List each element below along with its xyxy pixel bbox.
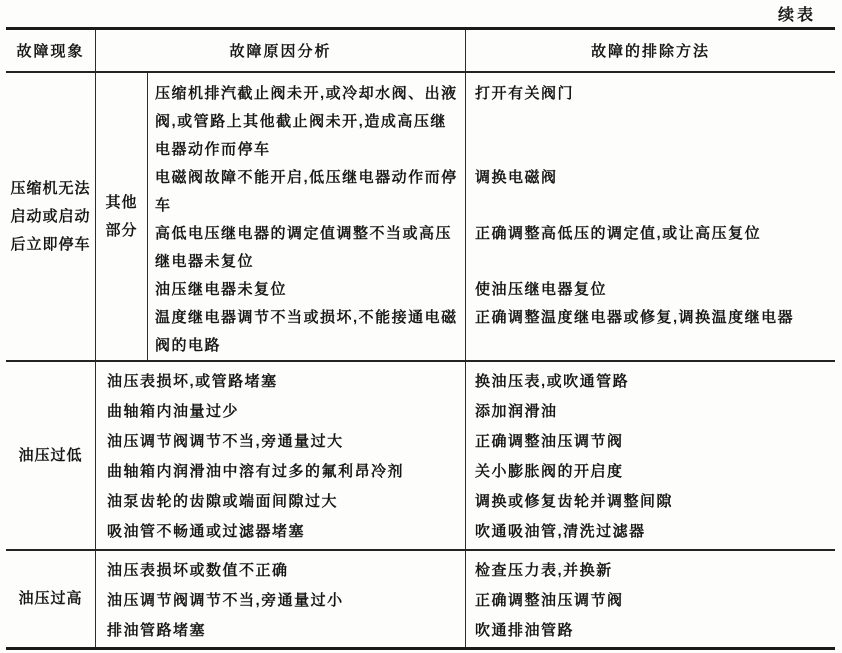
remedy-item: 关小膨胀阀的开启度	[475, 463, 624, 480]
cause-item: 压缩机排汽截止阀未开,或冷却水阀、出液阀,或管路上其他截止阀未开,造成高压继电器动作而停车	[155, 85, 458, 158]
cause-item: 油压继电器未复位	[155, 281, 288, 298]
cause-item: 电磁阀故障不能开启,低压继电器动作而停车	[155, 169, 458, 214]
phenomenon-cell	[6, 551, 96, 647]
cause-item: 吸油管不畅通或过滤器堵塞	[107, 523, 306, 540]
remedy-item: 使油压继电器复位	[475, 281, 608, 298]
remedy-item: 正确调整油压调节阀	[475, 433, 624, 450]
phenomenon-label: 压缩机无法启动或启动后立即停车	[10, 179, 91, 253]
table-header-row	[6, 30, 835, 73]
header-cause-analysis: 故障原因分析	[96, 30, 466, 71]
remedy-item: 正确调整高低压的调定值,或让高压复位	[475, 225, 762, 242]
cause-item: 油压调节阀调节不当,旁通量过大	[107, 433, 344, 450]
remedy-item: 吹通排油管路	[475, 622, 575, 639]
cause-item: 温度继电器调节不当或损坏,不能接通电磁阀的电路	[155, 309, 458, 354]
section-compressor-cannot-start	[6, 73, 835, 362]
remedy-item: 调换或修复齿轮并调整间隙	[475, 493, 674, 510]
remedy-item: 吹通吸油管,清洗过滤器	[475, 523, 646, 540]
remedy-item: 正确调整油压调节阀	[475, 592, 624, 609]
phenomenon-cell	[6, 73, 96, 360]
remedy-item: 换油压表,或吹通管路	[475, 373, 630, 390]
remedies-column	[466, 362, 835, 549]
sub-part-cell	[96, 73, 148, 360]
cause-item: 曲轴箱内润滑油中溶有过多的氟利昂冷剂	[107, 463, 405, 480]
remedy-item: 正确调整温度继电器或修复,调换温度继电器	[475, 309, 795, 326]
cause-item: 油泵齿轮的齿隙或端面间隙过大	[107, 493, 339, 510]
remedy-item: 检查压力表,并换新	[475, 562, 613, 579]
header-remedy-method: 故障的排除方法	[590, 43, 710, 60]
causes-column	[96, 362, 466, 549]
causes-column	[148, 73, 466, 360]
phenomenon-label: 油压过高	[18, 590, 83, 607]
remedy-item: 添加润滑油	[475, 403, 558, 420]
cause-item: 油压表损坏或数值不正确	[107, 562, 289, 579]
cause-item: 油压调节阀调节不当,旁通量过小	[107, 592, 344, 609]
cause-item: 曲轴箱内油量过少	[107, 403, 240, 420]
remedy-item: 打开有关阀门	[475, 85, 575, 102]
phenomenon-label: 油压过低	[18, 446, 83, 464]
section-oil-pressure-too-high	[6, 551, 835, 647]
causes-column	[96, 551, 466, 647]
cause-item: 排油管路堵塞	[107, 622, 207, 639]
continued-table-label: 续表	[777, 7, 816, 24]
sub-part-label: 其他部分	[105, 193, 138, 239]
remedy-item: 调换电磁阀	[475, 169, 558, 186]
remedies-column	[466, 551, 835, 647]
remedies-column	[466, 73, 835, 360]
cause-item: 高低电压继电器的调定值调整不当或高压继电器未复位	[155, 225, 453, 270]
section-oil-pressure-too-low	[6, 362, 835, 551]
fault-table	[6, 27, 835, 650]
header-fault-phenomenon: 故障现象	[6, 30, 96, 71]
cause-item: 油压表损坏,或管路堵塞	[107, 373, 278, 390]
phenomenon-cell	[6, 362, 96, 549]
